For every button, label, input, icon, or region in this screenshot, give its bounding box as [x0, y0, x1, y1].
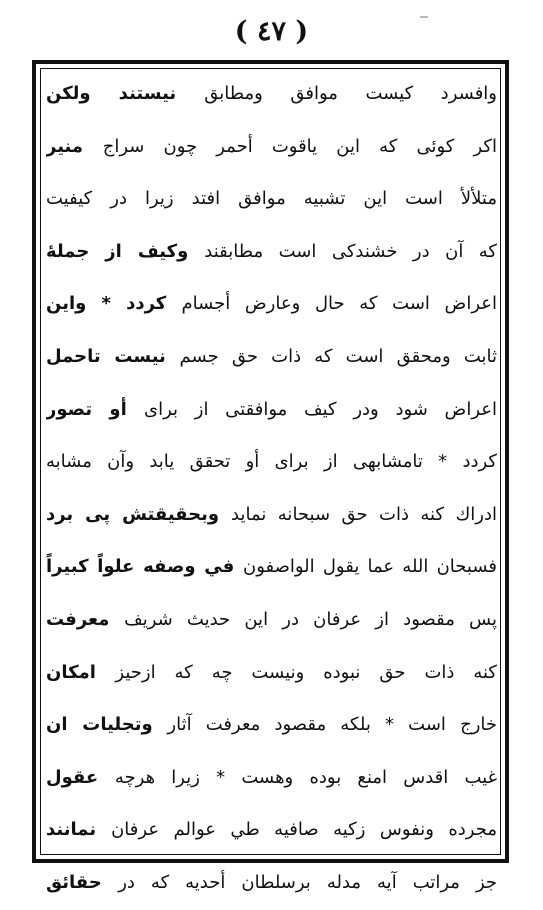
line-bold-text: امکان: [46, 661, 116, 683]
line-text: ثابت ومحقق است که ذات حق جسم: [179, 345, 497, 367]
text-line-9: [46, 489, 497, 542]
line-bold-text: منیر: [46, 135, 103, 157]
line-bold-text: وبحقیقتش پی برد: [46, 503, 232, 525]
line-bold-text: نیست تاحمل: [46, 345, 180, 367]
line-text: غیب اقدس امنع بوده وهست * زیرا هرچه: [114, 766, 497, 788]
text-line-6: [46, 331, 497, 384]
text-line-16: [46, 857, 497, 910]
line-text: که آن در خشندکی است مطابقند: [204, 240, 497, 262]
text-line-5: [46, 278, 497, 331]
line-text: کنه ذات حق نبوده ونیست چه که ازحیز: [115, 661, 497, 683]
line-text: خارج است * بلکه مقصود معرفت آثار: [167, 714, 497, 736]
line-bold-text: وکیف از جملهٔ: [46, 240, 205, 262]
body-text: [46, 68, 497, 910]
line-bold-text: حقائق: [46, 871, 119, 893]
line-text: پس مقصود از عرفان در این حدیث شریف: [124, 608, 497, 630]
line-text: اکر کوئی که این یاقوت أحمر چون سراج: [102, 135, 497, 157]
line-text: وافسرد کیست موافق ومطابق: [204, 83, 497, 104]
line-bold-text: عقول: [46, 766, 115, 788]
line-bold-text: أو تصور: [46, 398, 145, 420]
text-line-11: [46, 594, 497, 647]
line-bold-text: معرفت: [46, 608, 125, 630]
line-bold-text: وتجلیات ان: [46, 714, 168, 736]
line-bold-text: في وصفه علواً کبیراً: [46, 556, 243, 578]
page-number: ( ٤٧ ): [234, 16, 309, 47]
line-text: فسبحان الله عما یقول الواصفون: [242, 556, 497, 578]
text-line-2: [46, 121, 497, 174]
line-text: جز مراتب آیه مدله برسلطان أحدیه که در: [118, 871, 497, 893]
line-text: ادراك کنه ذات حق سبحانه نماید: [231, 503, 497, 525]
text-line-10: [46, 541, 497, 594]
text-line-12: [46, 647, 497, 700]
text-line-4: [46, 226, 497, 279]
text-line-3: [46, 173, 497, 226]
line-text: مجرده ونفوس زکیه صافیه طي عوالم عرفان: [111, 819, 497, 841]
line-text: متلألأ است این تشبیه موافق افتد زیرا در کیفیت: [46, 188, 497, 210]
text-line-8: [46, 436, 497, 489]
line-text: اعراض است که حال وعارض أجسام: [181, 293, 497, 315]
text-line-7: [46, 384, 497, 437]
line-bold-text: نیستند ولکن: [46, 83, 205, 104]
text-line-13: [46, 699, 497, 752]
line-bold-text: کردد * واین: [46, 293, 182, 315]
text-line-15: [46, 804, 497, 857]
line-bold-text: نمانند: [46, 819, 112, 841]
line-text: اعراض شود ودر کیف موافقتی از برای: [144, 398, 497, 420]
line-text: کردد * تامشابهی از برای أو تحقق یابد وآن مشابه: [46, 451, 497, 473]
text-line-14: [46, 752, 497, 805]
text-line-1: [46, 68, 497, 121]
